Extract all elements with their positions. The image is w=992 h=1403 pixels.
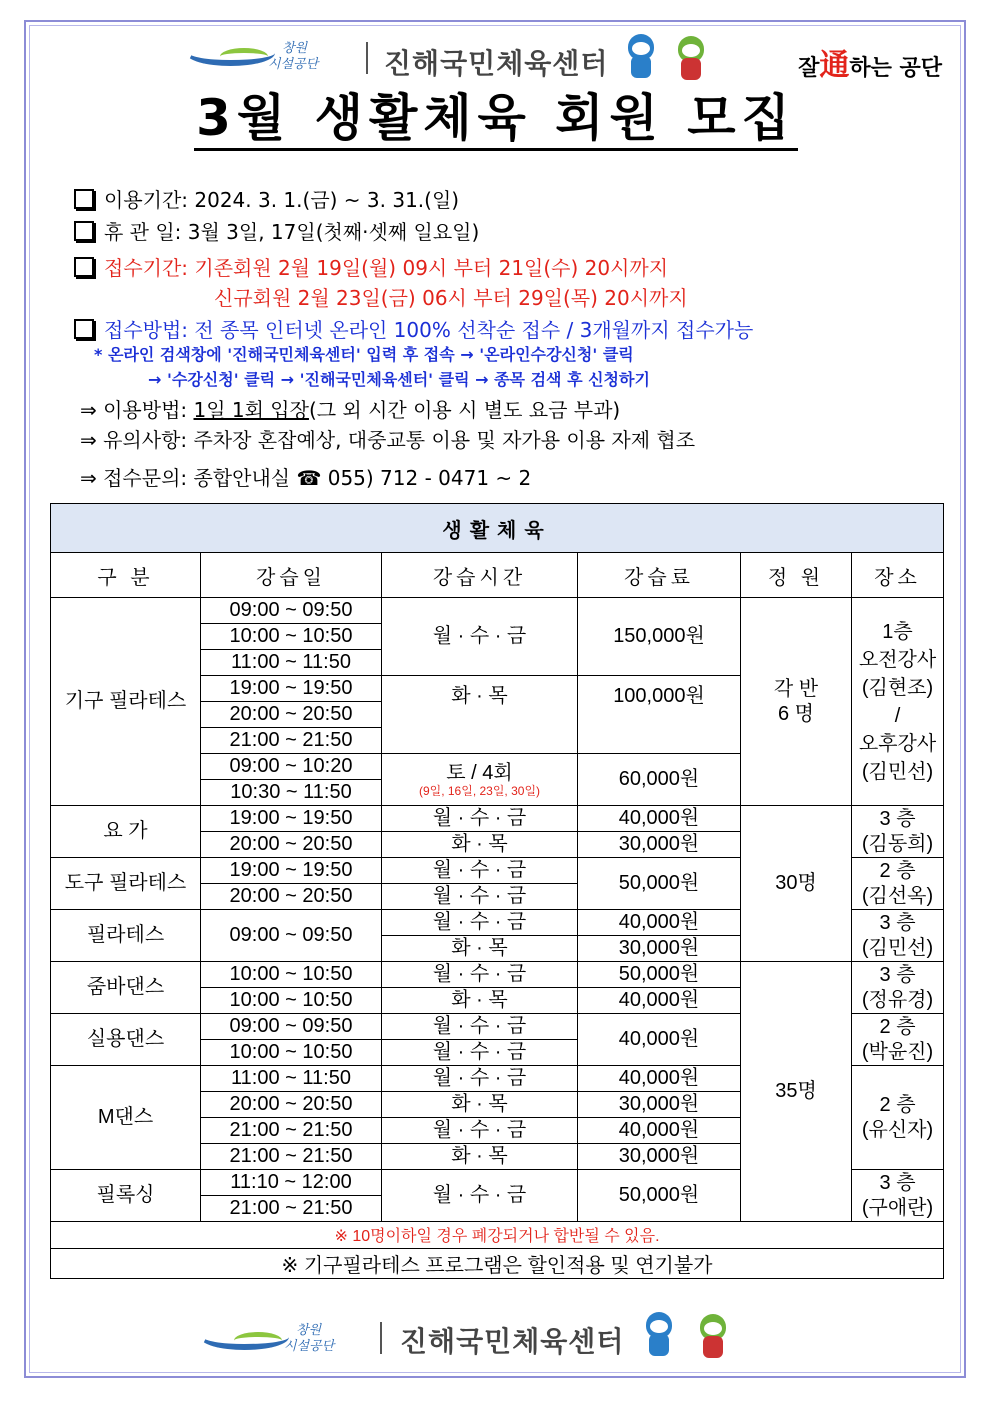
program-name: 줌바댄스 <box>51 962 201 1014</box>
info-caution: ⇒ 유의사항: 주차장 혼잡예상, 대중교통 이용 및 자가용 이용 자제 협조 <box>80 428 696 452</box>
time-cell: 09:00 ~ 09:50 <box>201 598 382 624</box>
time-cell: 10:30 ~ 11:50 <box>201 780 382 806</box>
days-cell: 월 · 수 · 금 <box>382 1066 578 1092</box>
days-cell: 월 · 수 · 금 <box>382 910 578 936</box>
org-logo-line2: 시설공단 <box>284 1339 335 1354</box>
time-cell: 21:00 ~ 21:50 <box>201 1196 382 1222</box>
header-days: 강습일 <box>201 553 382 598</box>
time-cell: 20:00 ~ 20:50 <box>201 702 382 728</box>
fee-cell: 150,000원 <box>578 598 741 676</box>
place-cell: 3 층 (구애란) <box>852 1170 944 1222</box>
divider <box>366 42 368 74</box>
days-cell: 월 · 수 · 금 <box>382 1040 578 1066</box>
place-cell: 2 층 (유신자) <box>852 1066 944 1170</box>
header-category: 구 분 <box>51 553 201 598</box>
section-header: 생활체육 <box>51 504 944 553</box>
info-registration-new: 신규회원 2월 23일(금) 06시 부터 29일(목) 20시까지 <box>214 286 688 310</box>
schedule-table <box>50 503 944 1279</box>
header-fee: 강습료 <box>578 553 741 598</box>
time-cell: 10:00 ~ 10:50 <box>201 624 382 650</box>
place-cell: 3 층 (정유경) <box>852 962 944 1014</box>
mascot-blue-icon <box>640 1312 678 1358</box>
time-cell: 11:00 ~ 11:50 <box>201 1066 382 1092</box>
fee-cell: 40,000원 <box>578 910 741 936</box>
time-cell: 21:00 ~ 21:50 <box>201 1118 382 1144</box>
org-logo-line1: 창원 <box>296 1323 322 1338</box>
checkbox-icon <box>74 319 94 339</box>
program-name: 실용댄스 <box>51 1014 201 1066</box>
time-cell: 09:00 ~ 10:20 <box>201 754 382 780</box>
days-cell: 화 · 목 <box>382 936 578 962</box>
time-cell: 19:00 ~ 19:50 <box>201 806 382 832</box>
time-cell: 21:00 ~ 21:50 <box>201 728 382 754</box>
divider <box>380 1322 382 1354</box>
mascot-green-icon <box>672 36 710 82</box>
fee-cell: 40,000원 <box>578 1014 741 1066</box>
header-time: 강습시간 <box>382 553 578 598</box>
fee-cell: 30,000원 <box>578 832 741 858</box>
capacity-cell: 30명 <box>741 806 852 962</box>
fee-cell: 40,000원 <box>578 1066 741 1092</box>
fee-cell: 40,000원 <box>578 806 741 832</box>
header-place: 장소 <box>852 553 944 598</box>
org-logo-line1: 창원 <box>282 41 308 56</box>
days-cell: 월 · 수 · 금 <box>382 858 578 884</box>
checkbox-icon <box>74 221 94 241</box>
days-cell: 화 · 목 <box>382 988 578 1014</box>
center-name: 진해국민체육센터 <box>384 47 609 80</box>
days-cell: 화 · 목 <box>382 832 578 858</box>
footer <box>0 1310 992 1366</box>
program-name: 기구 필라테스 <box>51 598 201 806</box>
days-cell: 화 · 목 <box>382 1144 578 1170</box>
time-cell: 10:00 ~ 10:50 <box>201 988 382 1014</box>
program-name: 도구 필라테스 <box>51 858 201 910</box>
info-registration-existing: 접수기간: 기존회원 2월 19일(월) 09시 부터 21일(수) 20시까지 <box>74 252 668 281</box>
time-cell: 11:00 ~ 11:50 <box>201 650 382 676</box>
time-cell: 11:10 ~ 12:00 <box>201 1170 382 1196</box>
online-note-2: → '수강신청' 클릭 → '진해국민체육센터' 클릭 → 종목 검색 후 신청하기 <box>148 370 650 389</box>
capacity-cell: 35명 <box>741 962 852 1222</box>
days-cell: 화 · 목 <box>382 676 578 754</box>
checkbox-icon <box>74 189 94 209</box>
page-title: 3월 생활체육 회원 모집 <box>0 88 992 151</box>
days-cell: 토 / 4회 (9일, 16일, 23일, 30일) <box>382 754 578 806</box>
time-cell: 10:00 ~ 10:50 <box>201 962 382 988</box>
days-cell: 월 · 수 · 금 <box>382 884 578 910</box>
program-name: 필록싱 <box>51 1170 201 1222</box>
fee-cell: 40,000원 <box>578 1118 741 1144</box>
days-cell: 월 · 수 · 금 <box>382 1170 578 1222</box>
fee-cell: 40,000원 <box>578 988 741 1014</box>
info-usage: ⇒ 이용방법: 1일 1회 입장(그 외 시간 이용 시 별도 요금 부과) <box>80 398 621 422</box>
fee-cell: 30,000원 <box>578 936 741 962</box>
place-cell: 3 층 (김동희) <box>852 806 944 858</box>
info-period: 이용기간: 2024. 3. 1.(금) ~ 3. 31.(일) <box>74 184 459 213</box>
days-cell: 화 · 목 <box>382 1092 578 1118</box>
program-name: M댄스 <box>51 1066 201 1170</box>
time-cell: 20:00 ~ 20:50 <box>201 1092 382 1118</box>
place-cell: 2 층 (김선옥) <box>852 858 944 910</box>
slogan: 잘通하는 공단 <box>798 48 942 83</box>
fee-cell: 30,000원 <box>578 1144 741 1170</box>
mascot-blue-icon <box>622 34 660 80</box>
header <box>0 28 992 90</box>
capacity-cell: 각 반 6 명 <box>741 598 852 806</box>
place-cell: 1층 오전강사 (김현조) / 오후강사 (김민선) <box>852 598 944 806</box>
online-note-1: * 온라인 검색창에 '진해국민체육센터' 입력 후 접속 → '온라인수강신청' 클릭 <box>94 345 634 364</box>
time-cell: 20:00 ~ 20:50 <box>201 884 382 910</box>
footnote-cancel: ※ 10명이하일 경우 폐강되거나 합반될 수 있음. <box>51 1222 944 1249</box>
info-closed: 휴 관 일: 3월 3일, 17일(첫째·셋째 일요일) <box>74 216 479 245</box>
org-logo-swoosh <box>200 1324 290 1350</box>
time-cell: 20:00 ~ 20:50 <box>201 832 382 858</box>
fee-cell: 50,000원 <box>578 962 741 988</box>
time-cell: 09:00 ~ 09:50 <box>201 1014 382 1040</box>
days-cell: 월 · 수 · 금 <box>382 598 578 676</box>
time-cell: 19:00 ~ 19:50 <box>201 858 382 884</box>
org-logo-swoosh <box>186 40 276 66</box>
fee-cell: 60,000원 <box>578 754 741 806</box>
center-name: 진해국민체육센터 <box>400 1325 625 1358</box>
org-logo-line2: 시설공단 <box>268 57 319 72</box>
mascot-green-icon <box>694 1314 732 1360</box>
program-name: 요 가 <box>51 806 201 858</box>
days-cell: 월 · 수 · 금 <box>382 806 578 832</box>
fee-cell: 30,000원 <box>578 1092 741 1118</box>
place-cell: 2 층 (박윤진) <box>852 1014 944 1066</box>
footnote-discount: ※ 기구필라테스 프로그램은 할인적용 및 연기불가 <box>51 1249 944 1279</box>
time-cell: 19:00 ~ 19:50 <box>201 676 382 702</box>
fee-cell: 100,000원 <box>578 676 741 754</box>
header-capacity: 정 원 <box>741 553 852 598</box>
time-cell: 09:00 ~ 09:50 <box>201 910 382 962</box>
days-cell: 월 · 수 · 금 <box>382 1014 578 1040</box>
fee-cell: 50,000원 <box>578 1170 741 1222</box>
info-contact: ⇒ 접수문의: 종합안내실 ☎ 055) 712 - 0471 ~ 2 <box>80 466 532 490</box>
days-cell: 월 · 수 · 금 <box>382 962 578 988</box>
time-cell: 21:00 ~ 21:50 <box>201 1144 382 1170</box>
days-cell: 월 · 수 · 금 <box>382 1118 578 1144</box>
program-name: 필라테스 <box>51 910 201 962</box>
place-cell: 3 층 (김민선) <box>852 910 944 962</box>
checkbox-icon <box>74 257 94 277</box>
time-cell: 10:00 ~ 10:50 <box>201 1040 382 1066</box>
info-method: 접수방법: 전 종목 인터넷 온라인 100% 선착순 접수 / 3개월까지 접수가능 <box>74 314 753 343</box>
fee-cell: 50,000원 <box>578 858 741 910</box>
